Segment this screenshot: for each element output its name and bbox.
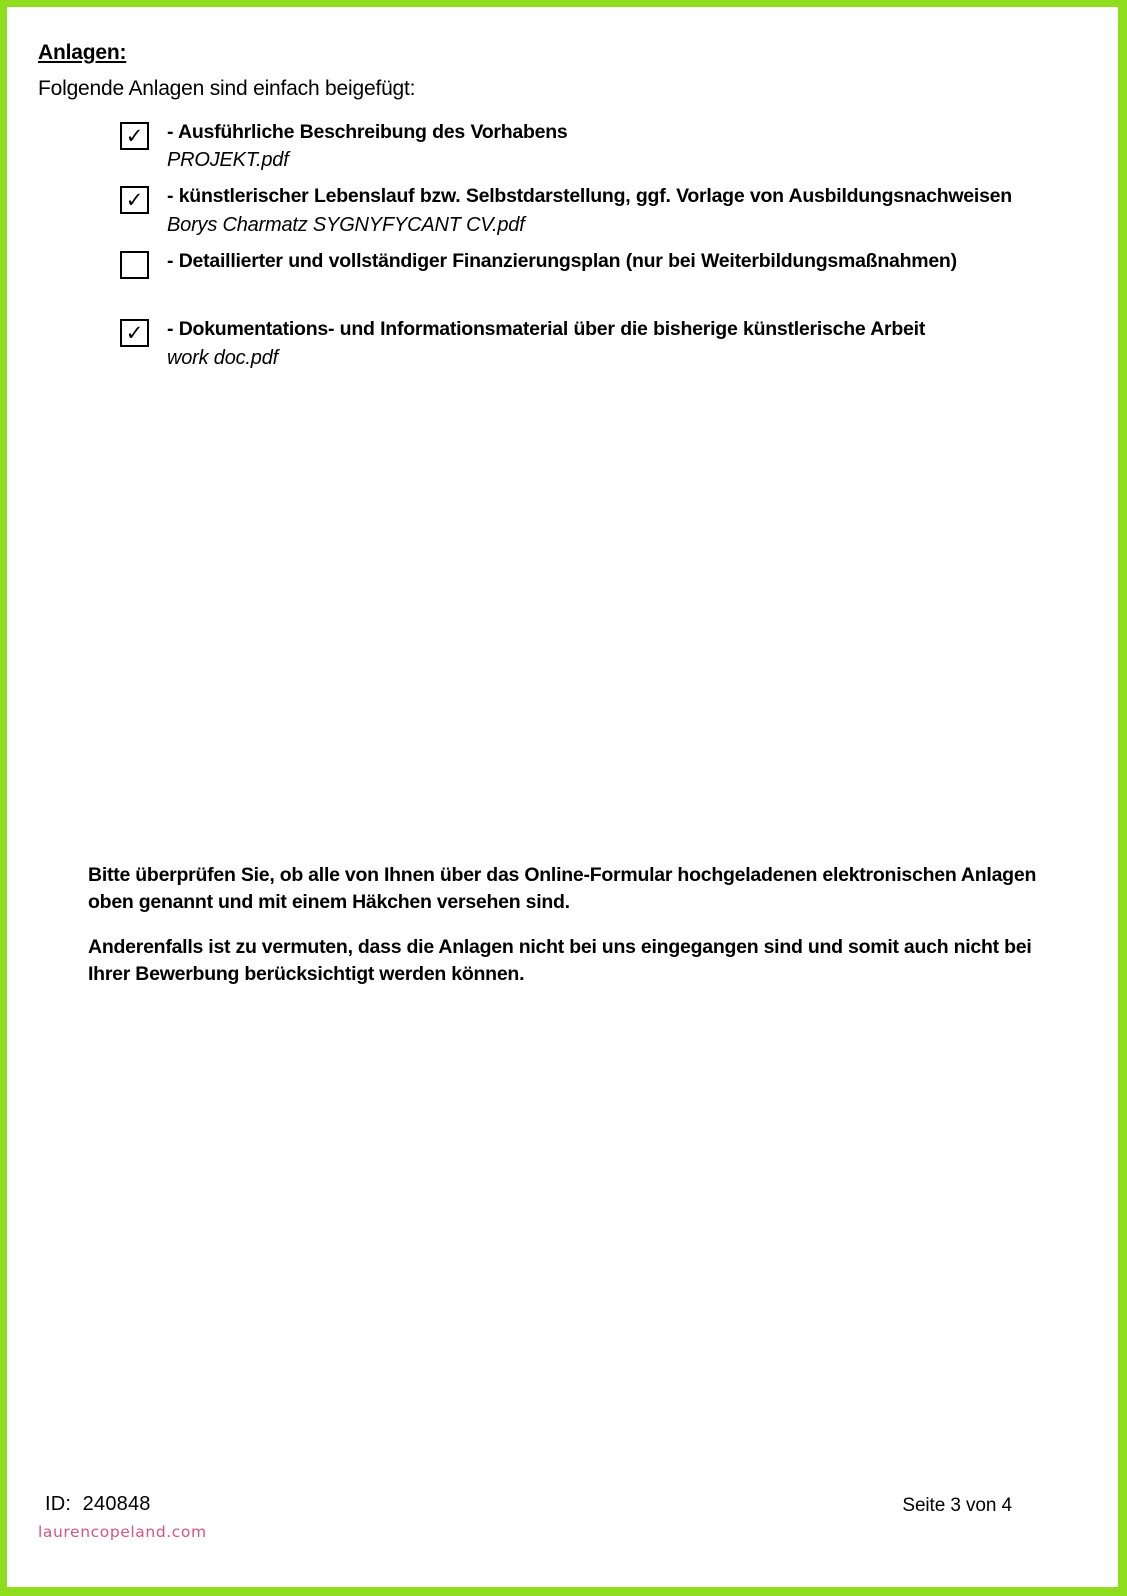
attachment-label: - künstlerischer Lebenslauf bzw. Selbstdarstellung, ggf. Vorlage von Ausbildungsnachweisen	[167, 185, 1012, 208]
check-glyph: ✓	[125, 321, 144, 346]
page-number: Seite 3 von 4	[902, 1495, 1012, 1516]
check-glyph: ✓	[125, 123, 144, 148]
check-glyph: ✓	[125, 188, 144, 213]
notice-paragraph-1: Bitte überprüfen Sie, ob alle von Ihnen über das Online-Formular hochgeladenen elektronischen Anlagen oben genannt und mit einem Häkchen versehen sind.	[88, 864, 1037, 913]
list-item	[38, 248, 1058, 275]
notice-block	[88, 862, 1048, 988]
checkbox-checked-icon[interactable]	[120, 122, 149, 150]
list-item	[38, 119, 1058, 175]
list-item	[38, 183, 1058, 239]
page-content	[38, 40, 1058, 381]
attachment-label: - Dokumentations- und Informationsmaterial über die bisherige künstlerische Arbeit	[167, 318, 926, 341]
attachment-filename: work doc.pdf	[167, 346, 278, 369]
attachment-filename: Borys Charmatz SYGNYFYCANT CV.pdf	[167, 213, 525, 236]
attachment-label: - Detaillierter und vollständiger Finanzierungsplan (nur bei Weiterbildungsmaßnahmen)	[167, 249, 957, 272]
checkbox-checked-icon[interactable]	[120, 319, 149, 347]
page-title: Anlagen:	[38, 41, 127, 64]
watermark: laurencopeland.com	[38, 1523, 207, 1541]
attachment-filename: PROJEKT.pdf	[167, 149, 289, 172]
page-footer	[38, 1493, 1058, 1549]
list-item	[38, 316, 1058, 372]
attachment-label: - Ausführliche Beschreibung des Vorhabens	[167, 120, 568, 143]
check-glyph	[122, 253, 147, 277]
checkbox-unchecked-icon[interactable]	[120, 251, 149, 279]
document-id: ID: 240848	[45, 1493, 151, 1515]
checkbox-checked-icon[interactable]	[120, 186, 149, 214]
attachment-checklist	[38, 119, 1058, 372]
intro-text: Folgende Anlagen sind einfach beigefügt:	[38, 77, 416, 101]
notice-paragraph-2: Anderenfalls ist zu vermuten, dass die Anlagen nicht bei uns eingegangen sind und somit auch nicht bei Ihrer Bewerbung berücksichtigt werden können.	[88, 935, 1032, 985]
